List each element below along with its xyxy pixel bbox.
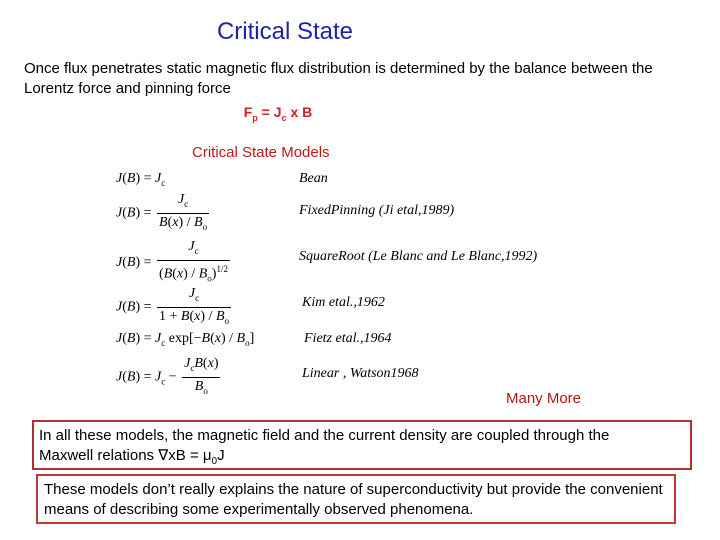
kim-equation: J(B) = $\frac{J_c}{1 + B(x) / B_o}$ (116, 286, 229, 326)
square-root-equation: J(B) = $\frac{J_c}{(B(x) / B_o)^{1/2}}$ (116, 239, 228, 284)
slide-title: Critical State (216, 18, 354, 45)
model-ref-fixed-pinning: FixedPinning (Ji etal,1989) (299, 203, 455, 218)
nabla-symbol: ∇ (158, 447, 169, 464)
model-ref-kim: Kim etal.,1962 (302, 295, 385, 310)
fixed-pinning-equation: J(B) = $\frac{J_c}{B(x) / B_o}$ (116, 192, 208, 232)
pinning-force-formula: $F_p = J_c$ x B (243, 104, 313, 123)
intro-text: Once flux penetrates static magnetic flux distribution is determined by the balance between the Lorentz force and pinning force (24, 60, 653, 97)
model-ref-bean: Bean (299, 171, 328, 186)
maxwell-line-1: In all these models, the magnetic field and the current density are coupled through the (39, 427, 610, 444)
model-ref-fietz: Fietz etal.,1964 (304, 331, 392, 346)
fietz-equation: $J(B) = J_c$ $\exp[-B(x) / B_o]$ (116, 331, 255, 348)
model-ref-square-root: SquareRoot (Le Blanc and Le Blanc,1992) (299, 249, 538, 264)
model-ref-linear: Linear , Watson1968 (302, 366, 419, 381)
maxwell-line-2: Maxwell relations $\nabla xB = \mu_0J$ (39, 447, 225, 467)
many-more-label: Many More (506, 390, 582, 407)
note-text: These models don’t really explains the nature of superconductivity but provide the convenient means of describing some experimentally observed phenomena. (44, 481, 663, 518)
maxwell-relation-box (32, 420, 692, 470)
bean-equation: $J(B) = J_c$ (116, 171, 166, 188)
superconductivity-note-box (36, 474, 676, 524)
models-heading: Critical State Models (192, 144, 330, 161)
linear-equation: $J(B) = J_c$ − $\frac{J_cB(x)}{B_o}$ (116, 356, 219, 396)
